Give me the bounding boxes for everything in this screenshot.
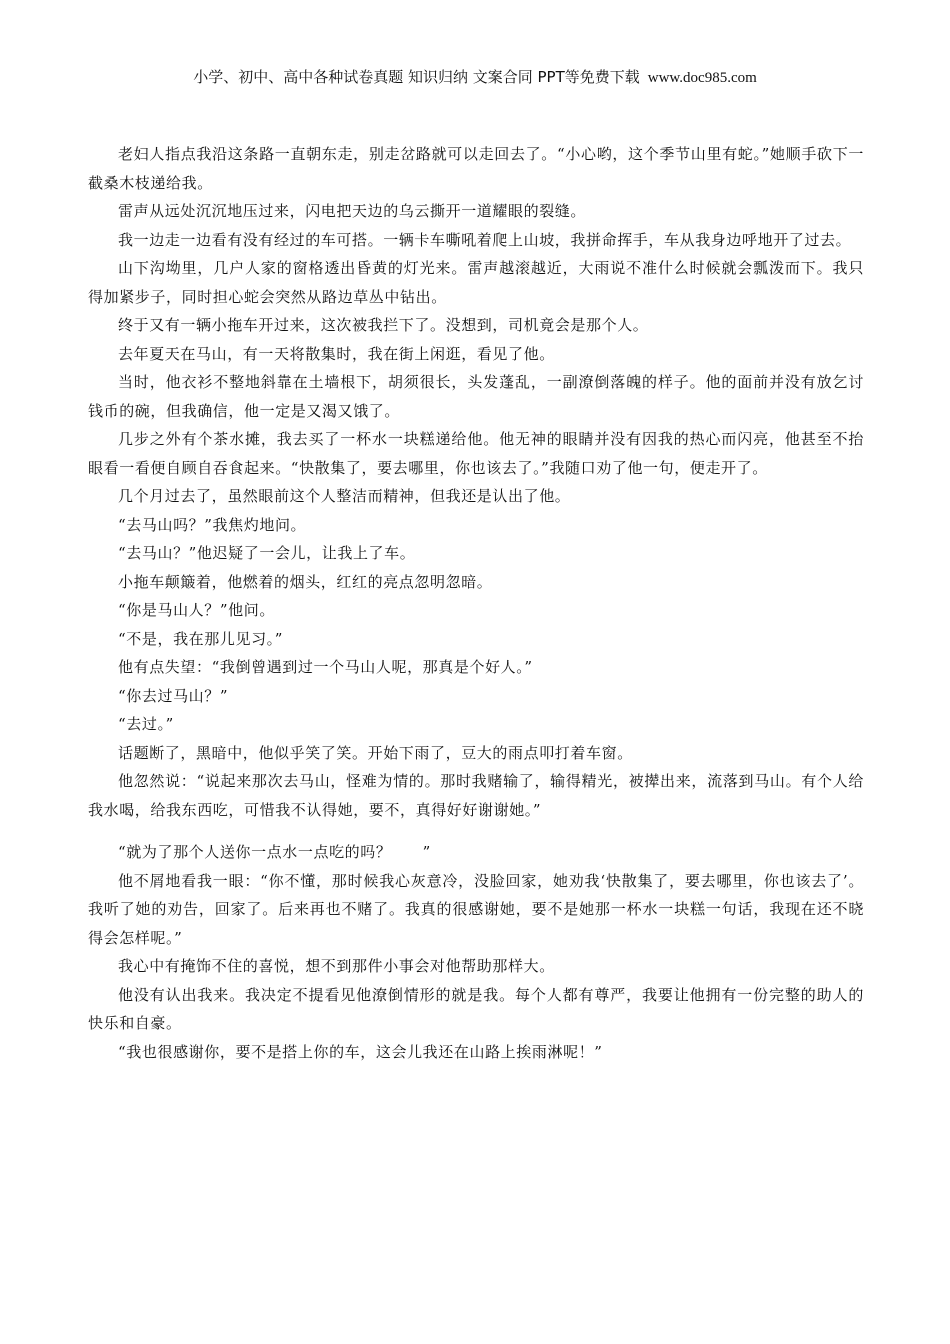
paragraph: “不是，我在那儿见习。” — [118, 629, 284, 648]
article-body — [88, 140, 864, 1066]
paragraph: 他没有认出我来。我决定不提看见他潦倒情形的就是我。每个人都有尊严，我要让他拥有一份完整的助人的快乐和自豪。 — [88, 985, 864, 1032]
paragraph: “去过。” — [118, 715, 174, 733]
paragraph: 他忽然说：“说起来那次去马山，怪难为情的。那时我赌输了，输得精光，被撵出来，流落到马山。有个人给我水喝，给我东西吃，可惜我不认得她，要不，真得好好谢谢她。” — [88, 772, 864, 819]
paragraph: 当时，他衣衫不整地斜靠在土墙根下，胡须很长，头发蓬乱，一副潦倒落魄的样子。他的面前并没有放乞讨钱币的碗，但我确信，他一定是又渴又饿了。 — [88, 373, 864, 420]
paragraph: 几个月过去了，虽然眼前这个人整洁而精神，但我还是认出了他。 — [118, 487, 571, 505]
paragraph: “你去过马山？” — [118, 686, 229, 705]
paragraph: 他有点失望：“我倒曾遇到过一个马山人呢，那真是个好人。” — [118, 658, 533, 676]
paragraph: 终于又有一辆小拖车开过来，这次被我拦下了。没想到，司机竟会是那个人。 — [118, 316, 649, 334]
paragraph: 老妇人指点我沿这条路一直朝东走，别走岔路就可以走回去了。“小心哟，这个季节山里有蛇。”她顺手砍下一截桑木枝递给我。 — [88, 145, 864, 192]
paragraph: 小拖车颠簸着，他燃着的烟头，红红的亮点忽明忽暗。 — [118, 572, 493, 591]
paragraph: “去马山吗？”我焦灼地问。 — [118, 515, 307, 534]
paragraph: 我心中有掩饰不住的喜悦，想不到那件小事会对他帮助那样大。 — [118, 957, 555, 975]
paragraph: 雷声从远处沉沉地压过来，闪电把天边的乌云撕开一道耀眼的裂缝。 — [118, 202, 587, 220]
paragraph: 他不屑地看我一眼：“你不懂，那时候我心灰意冷，没脸回家，她劝我‘快散集了，要去哪里，你也该去了’。我听了她的劝告，回家了。后来再也不赌了。我真的很感谢她，要不是她那一杯水一块糕一句话，我现在还不晓得会怎样呢。” — [88, 871, 864, 947]
paragraph: “我也很感谢你，要不是搭上你的车，这会儿我还在山路上挨雨淋呢！” — [118, 1042, 603, 1061]
header-site-link[interactable]: www.doc985.com — [647, 70, 757, 86]
paragraph: 话题断了，黑暗中，他似乎笑了笑。开始下雨了，豆大的雨点叩打着车窗。 — [118, 743, 633, 762]
paragraph: 我一边走一边看有没有经过的车可搭。一辆卡车嘶吼着爬上山坡，我拼命挥手，车从我身边呼地开了过去。 — [118, 230, 852, 249]
paragraph: 去年夏天在马山，有一天将散集时，我在街上闲逛，看见了他。 — [118, 344, 555, 363]
paragraph: “去马山？”他迟疑了一会儿，让我上了车。 — [118, 544, 416, 562]
page-header — [0, 66, 950, 89]
paragraph: 山下沟坳里，几户人家的窗格透出昏黄的灯光来。雷声越滚越近，大雨说不准什么时候就会瓢泼而下。我只得加紧步子，同时担心蛇会突然从路边草丛中钻出。 — [88, 259, 864, 306]
paragraph: 几步之外有个茶水摊，我去买了一杯水一块糕递给他。他无神的眼睛并没有因我的热心而闪亮，他甚至不抬眼看一看便自顾自吞食起来。“快散集了，要去哪里，你也该去了。”我随口劝了他一句，便走开了。 — [88, 430, 864, 477]
header-text: 小学、初中、高中各种试卷真题 知识归纳 文案合同 PPT等免费下载 — [193, 68, 640, 86]
paragraph: “你是马山人？”他问。 — [118, 601, 275, 619]
paragraph: “就为了那个人送你一点水一点吃的吗？ ” — [118, 843, 431, 861]
